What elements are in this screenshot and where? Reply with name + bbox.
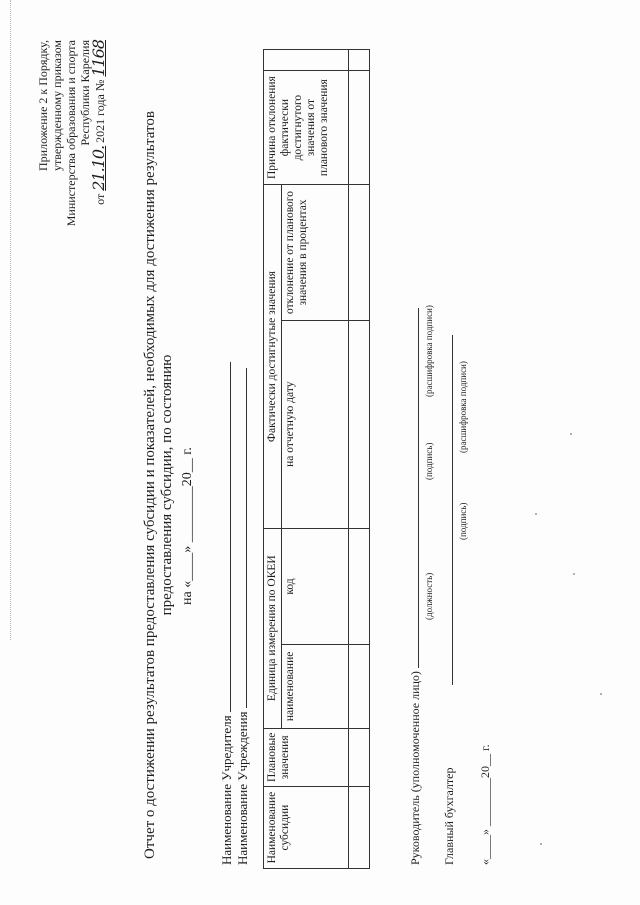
caption-decoding-2: (расшифровка подписи) bbox=[458, 361, 468, 453]
accountant-label: Главный бухгалтер bbox=[442, 767, 456, 865]
report-title bbox=[142, 105, 176, 865]
accountant-signature-line bbox=[440, 335, 457, 865]
appendix-from: от bbox=[93, 193, 107, 205]
header-actual-deviation: отклонение от планового значения в процентах bbox=[282, 185, 349, 320]
title-date-line: на «____» ________20__ г. bbox=[180, 447, 195, 605]
scan-speck bbox=[540, 843, 542, 845]
caption-decoding: (расшифровка подписи) bbox=[424, 305, 434, 397]
appendix-line-5 bbox=[89, 40, 108, 260]
scan-speck bbox=[573, 573, 575, 575]
institution-blank-line bbox=[234, 368, 247, 708]
handwritten-date: 21.10. bbox=[89, 145, 108, 191]
header-actual-date: на отчетную дату bbox=[282, 320, 349, 528]
scan-speck bbox=[570, 433, 572, 435]
header-extra bbox=[264, 50, 349, 71]
header-unit-name: наименование bbox=[282, 645, 349, 728]
header-actual: Фактически достигнутые значения bbox=[264, 185, 282, 528]
institution-field bbox=[234, 368, 251, 865]
title-line-1: Отчет о достижении результатов предоставления субсидии и показателей, необходимых для достижения результатов bbox=[142, 111, 158, 859]
appendix-line-3: Министерства образования и спорта bbox=[64, 40, 78, 227]
founder-blank-line bbox=[218, 362, 231, 712]
founder-field bbox=[218, 362, 235, 865]
accountant-blank-line bbox=[440, 335, 453, 685]
appendix-line-2: утвержденному приказом bbox=[50, 40, 64, 171]
appendix-note bbox=[36, 40, 107, 260]
header-unit: Единица измерения по ОКЕИ bbox=[264, 528, 282, 728]
handwritten-number: 1168 bbox=[89, 40, 108, 77]
head-blank-line bbox=[406, 308, 419, 668]
scan-speck bbox=[535, 513, 537, 515]
appendix-line-1: Приложение 2 к Порядку, bbox=[36, 40, 50, 171]
header-planned: Плановые значения bbox=[264, 728, 349, 787]
institution-label: Наименование Учреждения bbox=[235, 711, 250, 865]
header-unit-code: код bbox=[282, 528, 349, 645]
scan-speck bbox=[600, 693, 602, 695]
header-reason: Причина отклонения фактически достигнутого значения от планового значения bbox=[264, 70, 349, 184]
founder-label: Наименование Учредителя bbox=[219, 715, 234, 865]
caption-signature-2: (подпись) bbox=[458, 502, 468, 540]
header-subsidy: Наименование субсидии bbox=[264, 787, 349, 869]
appendix-line-4: Республики Карелия bbox=[78, 40, 92, 146]
head-signature-line bbox=[406, 308, 423, 865]
appendix-year-number: 2021 года № bbox=[93, 79, 107, 143]
caption-signature: (подпись) bbox=[424, 442, 434, 480]
signature-date-line: «____» ________20__ г. bbox=[478, 744, 492, 865]
caption-position: (должность) bbox=[424, 572, 434, 620]
title-line-2: предоставления субсидии, по состоянию bbox=[159, 354, 175, 616]
head-label: Руководитель (уполномоченное лицо) bbox=[408, 671, 422, 865]
table-row bbox=[349, 50, 370, 869]
results-table bbox=[263, 49, 370, 869]
